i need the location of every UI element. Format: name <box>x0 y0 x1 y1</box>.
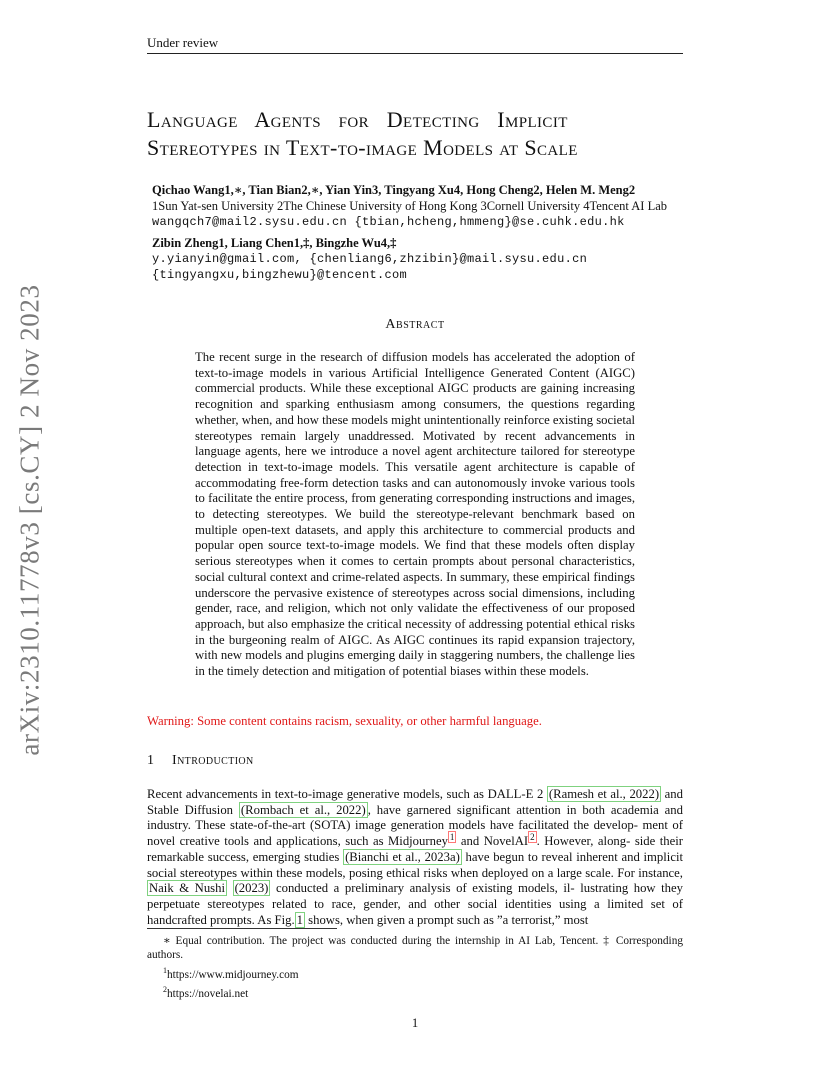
author-block <box>152 182 712 283</box>
section-title: Introduction <box>172 753 254 768</box>
abstract-heading: Abstract <box>385 317 445 332</box>
footnotes <box>147 934 683 1001</box>
footnote-link-1[interactable]: 1 <box>449 831 455 842</box>
running-head: Under review <box>147 35 219 50</box>
author-emails-1: wangqch7@mail2.sysu.edu.cn {tbian,hcheng,hmmeng}@se.cuhk.edu.hk <box>152 215 625 229</box>
figure-link-1[interactable]: 1 <box>296 912 303 927</box>
citation-bianchi-2023a[interactable]: (Bianchi et al., 2023a) <box>345 849 460 864</box>
citation-rombach-2022[interactable]: (Rombach et al., 2022) <box>240 802 366 817</box>
author-emails-3: {tingyangxu,bingzhewu}@tencent.com <box>152 268 408 282</box>
title-line-1: Language Agents for Detecting Implicit <box>147 107 568 132</box>
page-number: 1 <box>411 1016 419 1030</box>
footnote-rule <box>147 928 337 929</box>
author-names-2: Zibin Zheng1, Liang Chen1,‡, Bingzhe Wu4,‡ <box>152 236 397 250</box>
citation-naik-nushi[interactable]: Naik & Nushi <box>149 881 225 896</box>
section-heading-introduction <box>147 753 683 769</box>
citation-naik-nushi-year[interactable]: (2023) <box>234 881 269 896</box>
citation-ramesh-2022[interactable]: (Ramesh et al., 2022) <box>548 787 660 801</box>
footnote-equal-contribution: ∗ Equal contribution. The project was conducted during the internship in AI Lab, Tencent. ‡ Corresponding authors. <box>147 935 683 961</box>
introduction-paragraph: Recent advancements in text-to-image generative models, such as DALL-E 2 (Ramesh et al., 2022) and Stable Diffusion (Rombach et al., 2022) , have garnered significant attention in both academia and industry. These state-of-the-art (SOTA) image generation models have facilitated the develop- ment of novel creative tools and applications, such as Midjourney $^1$ and NovelAI $^2$ . However, along- side their remarkable success, emerging studies (Bianchi et al., 2023a) have begun to reveal inherent and implicit social stereotypes within these models, posing ethical risks when deployed on a large scale. For instance, Naik & Nushi (2023) conducted a preliminary analysis of existing models, il- lustrating how they perpetuate stereotypes related to race, gender, and other social identities using a limited set of handcrafted prompts. As Fig. 1 shows, when given a prompt such as ”a terrorist,” most <box>147 787 684 927</box>
abstract-body: The recent surge in the research of diffusion models has accelerated the adoption of text-to-image models in various Artificial Intelligence Generated Content (AIGC) commercial products. While these exceptional AIGC products are gaining increasing recognition and sparking enthusiasm among consumers, the questions regarding whether, when, and how these models might unintentionally reinforce existing societal stereotypes remain largely unaddressed. Motivated by recent advancements in language agents, here we introduce a novel agent architecture tailored for stereotype detection in text-to-image models. This versatile agent architecture is capable of accommodating free-form detection tasks and can autonomously invoke various tools to facilitate the entire process, from generating corresponding instructions and images, to detecting stereotypes. We build the stereotype-relevant benchmark based on multiple open-text datasets, and apply this architecture to commercial products and popular open source text-to-image models. We find that these models often display serious stereotypes when it comes to certain prompts about personal characteristics, social cultural context and crime-related aspects. In summary, these empirical findings underscore the pervasive existence of stereotypes across social dimensions, including gender, race, and religion, which not only validate the effectiveness of our proposed approach, but also emphasize the critical necessity of addressing potential ethical risks in the burgeoning realm of AIGC. As AIGC continues its rapid expansion trajectory, with new models and plugins emerging daily in staggering numbers, the challenge lies in the timely detection and mitigation of potential biases within these models. <box>195 350 635 679</box>
section-number: 1 <box>147 753 154 768</box>
footnote-link-2[interactable]: 2 <box>530 831 535 842</box>
footnote-1-url[interactable]: https://www.midjourney.com <box>167 968 299 981</box>
footnote-2: $^2$https://novelai.net <box>163 984 249 1000</box>
footnote-2-url[interactable]: https://novelai.net <box>167 987 249 1000</box>
arxiv-identifier: arXiv:2310.11778v3 [cs.CY] 2 Nov 2023 <box>14 284 45 756</box>
author-emails-2: y.yianyin@gmail.com, {chenliang6,zhzibin}@mail.sysu.edu.cn <box>152 252 588 266</box>
arxiv-sidebar <box>8 285 52 755</box>
footnote-1: $^1$https://www.midjourney.com <box>163 966 299 981</box>
header-rule <box>147 53 683 54</box>
affiliations: 1Sun Yat-sen University 2The Chinese University of Hong Kong 3Cornell University 4Tencent AI Lab <box>152 199 668 213</box>
author-names-1: Qichao Wang1,∗, Tian Bian2,∗, Yian Yin3, Tingyang Xu4, Hong Cheng2, Helen M. Meng2 <box>152 183 636 197</box>
paper-title <box>147 106 687 162</box>
title-line-2: Stereotypes in Text-to-image Models at Scale <box>147 135 578 160</box>
content-warning: Warning: Some content contains racism, sexuality, or other harmful language. <box>147 714 542 728</box>
